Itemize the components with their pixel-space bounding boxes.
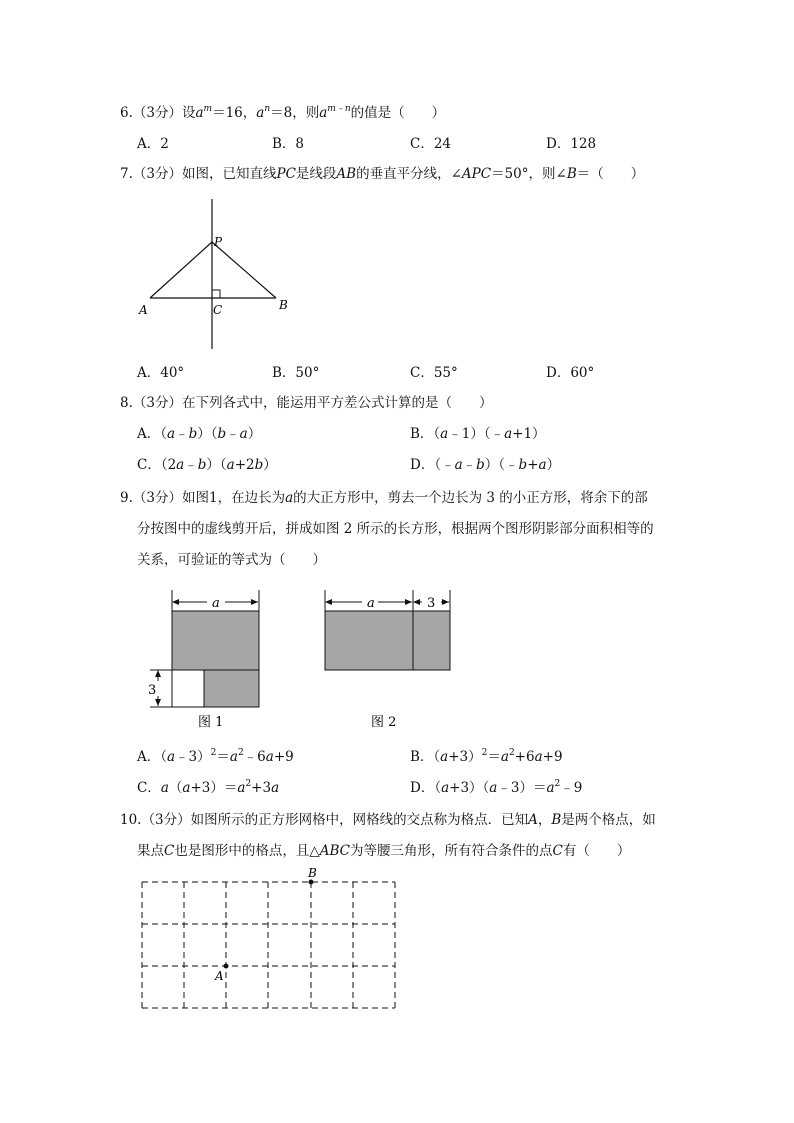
fig2-label-3: 3 xyxy=(427,596,436,611)
label-a: A xyxy=(139,303,148,317)
right-angle-mark xyxy=(212,290,220,298)
q9-option-c: C．$a(a+3)=a^2+3a$ xyxy=(137,779,280,796)
q7-option-a: A．40° xyxy=(137,365,185,381)
q9-option-b: B．$(a+3)^2=a^2+6a+9$ xyxy=(410,748,563,765)
segment-pb xyxy=(212,242,276,298)
q10-stem-line2: 果点C也是图形中的格点，且△ABC为等腰三角形，所有符合条件的点C有（ ） xyxy=(137,843,631,859)
fig2-left-shaded-rect xyxy=(325,611,413,670)
q9-figures xyxy=(140,585,470,735)
q7-option-b: B．50° xyxy=(272,365,320,381)
label-b: B xyxy=(279,298,288,312)
fig1-label-a: a xyxy=(212,596,220,611)
q8-option-d: D．（﹣a﹣b）（﹣b+a） xyxy=(410,457,561,473)
q6-option-d: D．128 xyxy=(546,136,597,152)
fig1-caption: 图 1 xyxy=(198,715,224,730)
q6-option-a: A．2 xyxy=(137,136,169,152)
q8-stem: 8.（3分）在下列各式中，能运用平方差公式计算的是（ ） xyxy=(120,395,493,411)
q6-option-c: C．24 xyxy=(410,136,452,152)
segment-pa xyxy=(150,242,212,298)
fig2-label-a: a xyxy=(367,596,375,611)
q7-option-c: C．55° xyxy=(410,365,458,381)
fig1-bottom-shaded-rect xyxy=(204,670,259,707)
point-b xyxy=(309,880,314,885)
point-a xyxy=(224,964,229,969)
q9-stem-line1: 9.（3分）如图1，在边长为a的大正方形中，剪去一个边长为 3 的小正方形，将余下的部 xyxy=(120,490,648,506)
fig1-label-3: 3 xyxy=(148,683,157,698)
fig2-right-shaded-rect xyxy=(413,611,450,670)
q10-stem-line1: 10.（3分）如图所示的正方形网格中，网格线的交点称为格点．已知A，B是两个格点，如 xyxy=(120,812,656,828)
q10-grid-figure xyxy=(136,862,402,1014)
dashed-grid xyxy=(142,882,395,1008)
q9-option-a: A．$(a﹣3)^2=a^2﹣6a+9$ xyxy=(137,748,294,765)
fig1-top-shaded-rect xyxy=(172,611,259,670)
q7-stem: 7.（3分）如图，已知直线PC是线段AB的垂直平分线，∠APC＝50°，则∠B＝（ ） xyxy=(120,166,645,182)
q9-stem-line2: 分按图中的虚线剪开后，拼成如图 2 所示的长方形，根据两个图形阴影部分面积相等的 xyxy=(137,521,654,537)
q8-option-a: A．（a﹣b）（b﹣a） xyxy=(137,426,262,442)
label-b: B xyxy=(308,866,317,880)
q9-stem-line3: 关系，可验证的等式为（ ） xyxy=(137,552,326,568)
label-a: A xyxy=(215,969,224,983)
q6-stem: 6.（3分）设$a^m=16$，$a^n=8$，则$a^{m﹣n}$的值是（ ） xyxy=(120,104,446,121)
fig1-cut-square xyxy=(172,670,204,707)
q9-option-d: D．$(a+3)(a﹣3)=a^2﹣9$ xyxy=(410,779,583,796)
q7-figure xyxy=(130,195,300,355)
q8-option-c: C．（2a﹣b）（a+2b） xyxy=(137,457,277,473)
label-c: C xyxy=(213,303,223,317)
q6-option-b: B．8 xyxy=(272,136,305,152)
figure-1 xyxy=(148,590,259,730)
label-p: P xyxy=(214,235,223,249)
figure-2 xyxy=(325,590,450,730)
q8-option-b: B．（a﹣1）（﹣a+1） xyxy=(410,426,546,442)
q7-option-d: D．60° xyxy=(546,365,595,381)
fig2-caption: 图 2 xyxy=(371,715,397,730)
